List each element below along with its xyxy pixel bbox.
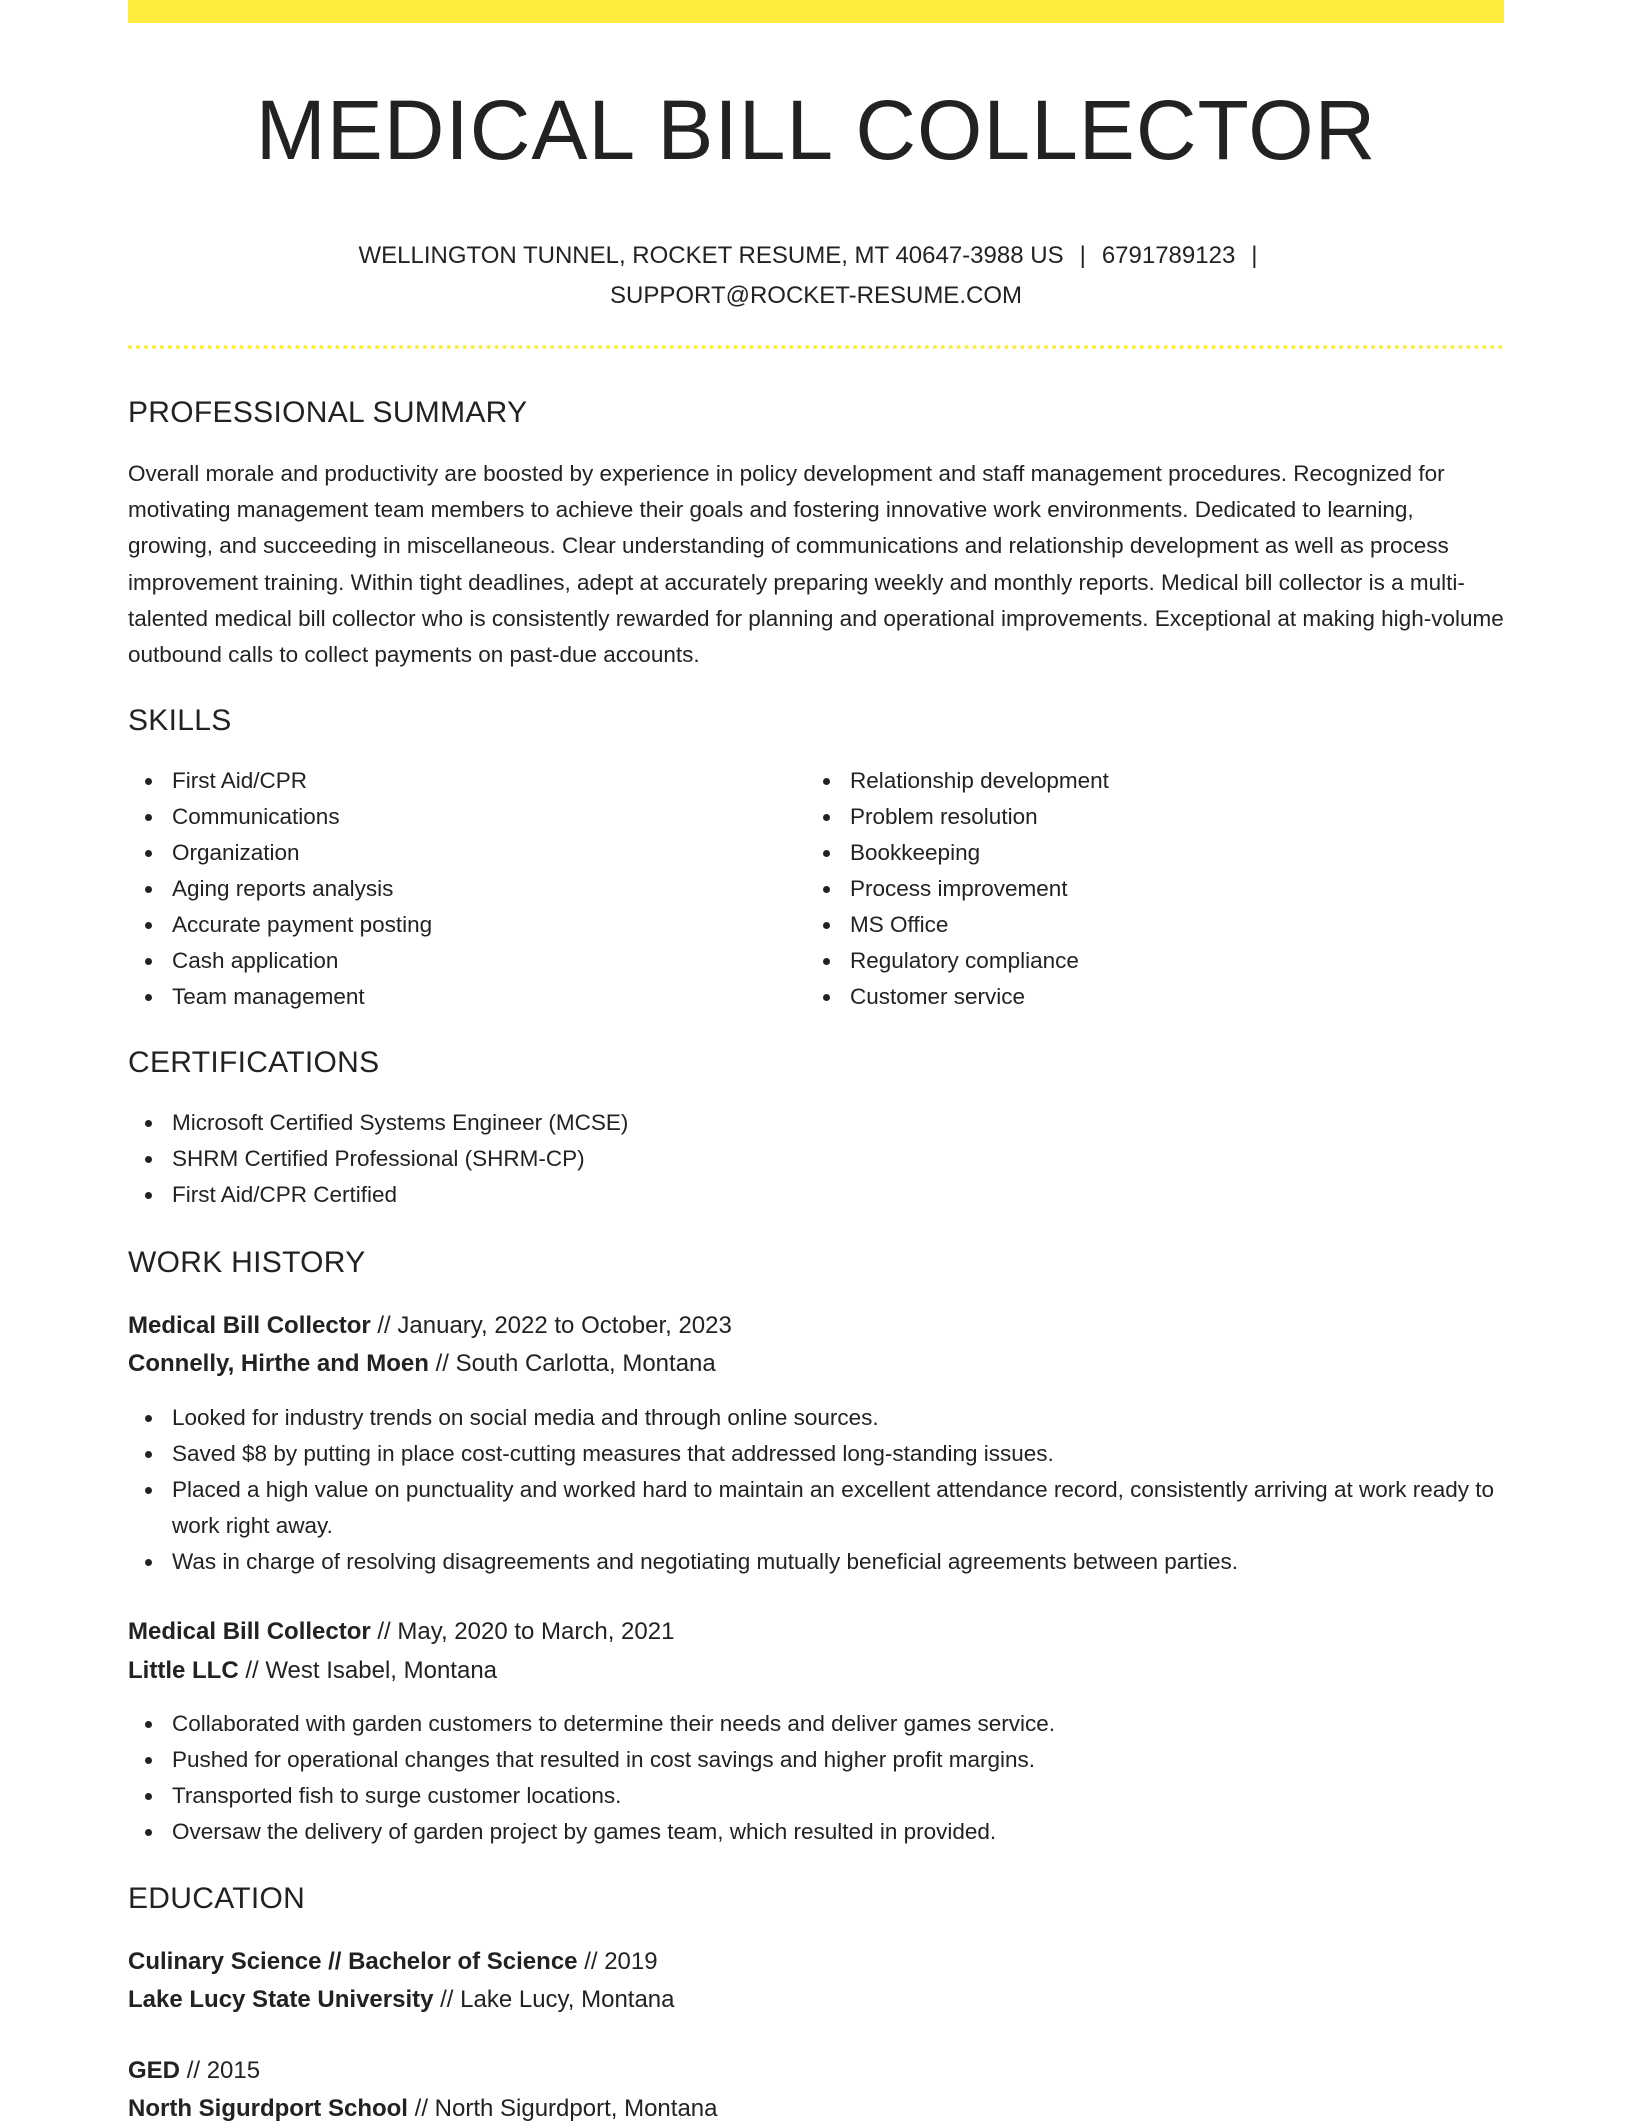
list-item: Organization xyxy=(128,835,768,871)
list-item: Team management xyxy=(128,979,768,1015)
summary-heading: PROFESSIONAL SUMMARY xyxy=(128,396,528,429)
education-degree: GED xyxy=(128,2057,181,2084)
list-item: Looked for industry trends on social media and through online sources. xyxy=(128,1400,1504,1436)
job-bullets xyxy=(128,1400,1504,1580)
separator: | xyxy=(1251,242,1258,269)
work-history-heading: WORK HISTORY xyxy=(128,1246,366,1279)
list-item: SHRM Certified Professional (SHRM-CP) xyxy=(128,1141,1504,1177)
job-company-line xyxy=(128,1344,716,1383)
resume-name: MEDICAL BILL COLLECTOR xyxy=(255,83,1377,177)
contact-line-2 xyxy=(128,276,1504,316)
job-role: Medical Bill Collector xyxy=(128,1312,371,1339)
list-item: Bookkeeping xyxy=(806,835,1446,871)
job-title-line xyxy=(128,1306,732,1345)
list-item: Saved $8 by putting in place cost-cutting measures that addressed long-standing issues. xyxy=(128,1436,1504,1472)
list-item: Microsoft Certified Systems Engineer (MCSE) xyxy=(128,1105,1504,1141)
job-dates: // January, 2022 to October, 2023 xyxy=(377,1312,732,1339)
address: WELLINGTON TUNNEL, ROCKET RESUME, MT 40647-3988 US xyxy=(358,242,1064,269)
job-role: Medical Bill Collector xyxy=(128,1618,371,1645)
list-item: Placed a high value on punctuality and worked hard to maintain an excellent attendance record, consistently arriving at work ready to work right away. xyxy=(128,1472,1504,1544)
education-degree-line xyxy=(128,1942,658,1981)
list-item: Communications xyxy=(128,799,768,835)
job-dates: // May, 2020 to March, 2021 xyxy=(377,1618,675,1645)
list-item: Transported fish to surge customer locations. xyxy=(128,1778,1504,1814)
job-company-line xyxy=(128,1651,497,1690)
skills-list-right xyxy=(806,763,1446,1015)
list-item: Problem resolution xyxy=(806,799,1446,835)
dotted-divider xyxy=(128,345,1504,349)
list-item: Customer service xyxy=(806,979,1446,1015)
list-item: Relationship development xyxy=(806,763,1446,799)
job-location: // South Carlotta, Montana xyxy=(435,1350,716,1377)
list-item: Aging reports analysis xyxy=(128,871,768,907)
separator: | xyxy=(1079,242,1086,269)
education-year: // 2015 xyxy=(186,2057,261,2084)
list-item: Cash application xyxy=(128,943,768,979)
certifications-heading: CERTIFICATIONS xyxy=(128,1046,380,1079)
job-location: // West Isabel, Montana xyxy=(245,1657,498,1684)
list-item: First Aid/CPR xyxy=(128,763,768,799)
education-school: North Sigurdport School xyxy=(128,2095,408,2122)
list-item: Oversaw the delivery of garden project by games team, which resulted in provided. xyxy=(128,1814,1504,1850)
education-location: // Lake Lucy, Montana xyxy=(440,1986,675,2013)
skills-heading: SKILLS xyxy=(128,704,232,737)
accent-bar xyxy=(128,0,1504,23)
education-year: // 2019 xyxy=(584,1948,658,1975)
list-item: Accurate payment posting xyxy=(128,907,768,943)
education-degree: Culinary Science // Bachelor of Science xyxy=(128,1948,578,1975)
list-item: Collaborated with garden customers to determine their needs and deliver games service. xyxy=(128,1706,1504,1742)
phone: 6791789123 xyxy=(1101,242,1236,269)
job-company: Connelly, Hirthe and Moen xyxy=(128,1350,429,1377)
education-school-line xyxy=(128,2089,717,2128)
education-school: Lake Lucy State University xyxy=(128,1986,434,2013)
list-item: MS Office xyxy=(806,907,1446,943)
job-bullets xyxy=(128,1706,1504,1850)
list-item: First Aid/CPR Certified xyxy=(128,1177,1504,1213)
summary-text: Overall morale and productivity are boosted by experience in policy development and staff management procedures. Recognized for motivating management team members to achieve their goals and fostering innovative work environments. Dedicated to learning, growing, and succeeding in miscellaneous. Clear understanding of communications and relationship development as well as process improvement training. Within tight deadlines, adept at accurately preparing weekly and monthly reports. Medical bill collector is a multi-talented medical bill collector who is consistently rewarded for planning and operational improvements. Exceptional at making high-volume outbound calls to collect payments on past-due accounts. xyxy=(128,461,1504,668)
list-item: Process improvement xyxy=(806,871,1446,907)
education-heading: EDUCATION xyxy=(128,1882,306,1915)
education-school-line xyxy=(128,1980,675,2019)
job-title-line xyxy=(128,1612,674,1651)
skills-list-left xyxy=(128,763,768,1015)
certifications-list xyxy=(128,1105,1504,1213)
education-location: // North Sigurdport, Montana xyxy=(414,2095,718,2122)
email: SUPPORT@ROCKET-RESUME.COM xyxy=(610,282,1022,309)
contact-line-1 xyxy=(128,236,1504,276)
list-item: Regulatory compliance xyxy=(806,943,1446,979)
education-degree-line xyxy=(128,2051,260,2090)
contact-info xyxy=(128,236,1504,316)
job-company: Little LLC xyxy=(128,1657,239,1684)
list-item: Was in charge of resolving disagreements and negotiating mutually beneficial agreements between parties. xyxy=(128,1544,1504,1580)
list-item: Pushed for operational changes that resulted in cost savings and higher profit margins. xyxy=(128,1742,1504,1778)
